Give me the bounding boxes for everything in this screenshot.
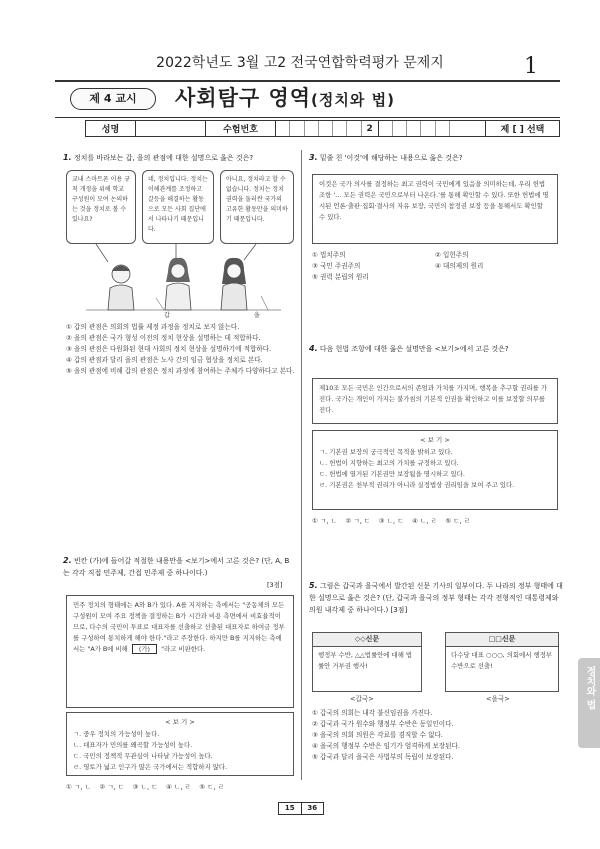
- q2-bogi-item: ㄱ. 중우 정치의 가능성이 높다.: [73, 730, 160, 738]
- q2-bogi-title: < 보 기 >: [165, 718, 195, 726]
- q2-points: [3점]: [267, 581, 283, 589]
- q2-stem-text: 빈칸 (가)에 들어갈 적절한 내용만을 <보기>에서 고른 것은? (단, A, B는 각각 직접 민주제, 간접 민주제 중 하나이다.): [63, 557, 290, 577]
- q3-number: 3.: [309, 153, 318, 162]
- q3-option[interactable]: ② 입헌주의: [435, 251, 469, 259]
- column-divider: [301, 150, 302, 780]
- q4-bogi-item: ㄴ. 헌법이 지향하는 최고의 가치를 규정하고 있다.: [319, 459, 459, 467]
- digit-box[interactable]: [347, 121, 361, 136]
- q4-stem: [309, 343, 559, 355]
- subject-rule: [55, 117, 560, 118]
- q3-stem: [309, 152, 559, 164]
- q2-answers[interactable]: ① ㄱ, ㄴ ② ㄱ, ㄷ ③ ㄴ, ㄷ ④ ㄴ, ㄹ ⑤ ㄷ, ㄹ: [66, 783, 225, 791]
- q5-paper1-name: ◇◇신문: [313, 633, 421, 647]
- digit-box[interactable]: [407, 121, 421, 136]
- q1-option[interactable]: ③ 을의 관점은 다원화된 현대 사회의 정치 현상을 설명하기에 적합하다.: [66, 345, 272, 353]
- page-number: 1: [524, 54, 538, 79]
- q2-bogi-item: ㄹ. 영토가 넓고 인구가 많은 국가에서는 적합하지 않다.: [73, 763, 228, 771]
- q5-option[interactable]: ⑤ 갑국과 달리 을국은 사법부의 독립이 보장된다.: [312, 753, 454, 761]
- q5-newspaper-eul: [445, 632, 559, 692]
- digit-box[interactable]: [421, 121, 435, 136]
- digit-box[interactable]: [379, 121, 393, 136]
- digit-box[interactable]: [276, 121, 290, 136]
- q4-bogi-item: ㄱ. 기본권 보장의 궁극적인 목적을 밝히고 있다.: [319, 448, 453, 456]
- digit-box[interactable]: [319, 121, 333, 136]
- q5-points: [3점]: [390, 606, 408, 614]
- candidate-info-row: [85, 120, 560, 137]
- session-badge: 제 4 교시: [70, 88, 156, 110]
- q1-stem: [63, 152, 293, 164]
- q1-options: [66, 322, 296, 377]
- name-field[interactable]: [136, 121, 206, 136]
- page-current: 15: [279, 803, 302, 814]
- q1-bubble-eul: 아니요, 정치라고 할 수 없습니다. 정치는 정치권력을 둘러싼 국가의 고유한 활동만을 의미하기 때문입니다.: [220, 170, 294, 244]
- q5-newspaper-gap: [312, 632, 422, 692]
- q5-label-gap: <갑국>: [350, 695, 374, 703]
- q5-options: [312, 708, 562, 763]
- subject-sub: (정치와 법): [311, 91, 395, 109]
- q3-stem-text: 밑줄 친 '이것'에 해당하는 내용으로 옳은 것은?: [319, 154, 463, 162]
- q5-option[interactable]: ④ 을국의 행정부 수반은 임기가 엄격하게 보장된다.: [312, 742, 460, 750]
- q3-option[interactable]: ④ 대의제의 원리: [435, 262, 484, 270]
- q2-blank: (가): [132, 644, 157, 654]
- q5-stem-text: 그림은 갑국과 을국에서 발간된 신문 기사의 일부이다. 두 나라의 정부 형태에 대한 설명으로 옳은 것은? (단, 갑국과 을국의 정부 형태는 각각 전형적인 대통령제와 의원 내각제 중 하나이다.): [309, 582, 563, 614]
- q3-option[interactable]: ① 법치주의: [312, 251, 346, 259]
- q2-number: 2.: [63, 556, 72, 565]
- q4-article: 제10조 모든 국민은 인간으로서의 존엄과 가치를 가지며, 행복을 추구할 권리를 가진다. 국가는 개인이 가지는 불가침의 기본적 인권을 확인하고 이를 보장할 의무를 진다.: [312, 378, 558, 424]
- digit-box[interactable]: [333, 121, 347, 136]
- page-counter: [278, 802, 324, 815]
- q2-passage-text: 민주 정치의 형태에는 A와 B가 있다. A를 지지하는 측에서는 "공동체의 모든 구성원이 모여 주요 정책을 결정하는 B가 시간과 비용 측면에서 비효율적이므로, 다수의 국민이 투표로 대표자를 선출하고 선출된 대표자로 하여금 정부를 구성하여 통치하게 해야 한다."라고 주장한다. 하지만 B를 지지하는 측에서는 "A가 B에 비해: [73, 601, 285, 653]
- q1-option[interactable]: ⑤ 을의 관점에 비해 갑의 관점은 정치 과정에 참여하는 주체가 다양하다고 본다.: [66, 367, 295, 375]
- digit-box[interactable]: [436, 121, 450, 136]
- digit-box[interactable]: [393, 121, 407, 136]
- exam-number-boxes[interactable]: [276, 121, 486, 136]
- q5-option[interactable]: ③ 을국의 의회 의원은 각료를 겸직할 수 없다.: [312, 731, 443, 739]
- q4-number: 4.: [309, 344, 318, 353]
- exam-number-fixed-digit: 2: [362, 121, 379, 136]
- exam-title: 2022학년도 3월 고2 전국연합학력평가 문제지: [156, 55, 444, 71]
- q3-passage: 이것은 국가 의사를 결정하는 최고 권력이 국민에게 있음을 의미하는데, 우리 헌법 조항 '… 모든 권력은 국민으로부터 나온다.'를 통해 확인할 수 있다. 또한 헌법에 명시된 언론·출판·집회·결사의 자유 보장, 국민의 참정권 보장 등을 통해서도 확인할 수 있다.: [312, 174, 558, 244]
- name-label: 성명: [86, 121, 136, 136]
- q1-number: 1.: [63, 153, 72, 162]
- q5-number: 5.: [309, 581, 318, 590]
- q5-paper1-body: 행정부 수반, △△법률안에 대해 법률안 거부권 행사!: [318, 651, 413, 670]
- subject-main: 사회탐구 영역: [175, 86, 312, 110]
- q4-bogi-title: < 보 기 >: [420, 436, 450, 444]
- q1-label-gap: 갑: [164, 312, 170, 319]
- q2-passage-end: "라고 비판한다.: [161, 645, 206, 653]
- q1-bubble-gap: 네, 정치입니다. 정치는 이해관계를 조정하고 갈등을 해결하는 활동으로 모든 사회 집단에서 나타나기 때문입니다.: [142, 170, 214, 244]
- q1-option[interactable]: ④ 갑의 관점과 달리 을의 관점은 노사 간의 임금 협상을 정치로 본다.: [66, 356, 263, 364]
- subject-side-tab: [578, 658, 600, 748]
- q1-stem-text: 정치를 바라보는 갑, 을의 관점에 대한 설명으로 옳은 것은?: [73, 154, 254, 162]
- q2-stem: [63, 555, 295, 579]
- q5-paper2-name: □□신문: [446, 633, 558, 647]
- q3-options: [312, 250, 558, 283]
- q4-bogi-item: ㄹ. 기본권은 천부적 권리가 아니라 실정법상 권리임을 보여 주고 있다.: [319, 481, 515, 489]
- digit-box[interactable]: [305, 121, 319, 136]
- q2-bogi: [66, 712, 294, 776]
- q4-bogi: [312, 430, 558, 510]
- q5-stem: [309, 580, 567, 616]
- q5-label-eul: <을국>: [486, 695, 510, 703]
- exam-number-label: 수험번호: [206, 121, 276, 136]
- q5-paper2-body: 다수당 대표 ○○○, 의회에서 행정부 수반으로 선출!: [451, 651, 552, 670]
- q4-answers[interactable]: ① ㄱ, ㄴ ② ㄱ, ㄷ ③ ㄴ, ㄷ ④ ㄴ, ㄹ ⑤ ㄷ, ㄹ: [312, 517, 471, 525]
- subject-title: [175, 82, 395, 112]
- q5-option[interactable]: ② 갑국과 국가 원수와 행정부 수반은 동일인이다.: [312, 720, 454, 728]
- digit-box[interactable]: [450, 121, 485, 136]
- q5-option[interactable]: ① 갑국의 의회는 내각 불신임권을 가진다.: [312, 709, 433, 717]
- page-total: 36: [307, 804, 318, 812]
- q1-option[interactable]: ② 을의 관점은 국가 형성 이전의 정치 현상을 설명하는 데 적합하다.: [66, 334, 261, 342]
- q4-bogi-item: ㄷ. 헌법에 열거된 기본권만 보장됨을 명시하고 있다.: [319, 470, 465, 478]
- q2-passage: [66, 595, 294, 708]
- q1-bubble-question: 교내 스마트폰 이용 규칙 개정을 위해 학교 구성원이 모여 논의하는 것을 정치로 볼 수 있나요?: [66, 170, 136, 244]
- q2-bogi-item: ㄴ. 대표자가 민의를 왜곡할 가능성이 높다.: [73, 741, 193, 749]
- q1-label-eul: 을: [254, 312, 260, 319]
- q2-bogi-item: ㄷ. 국민의 정책적 무관심이 나타날 가능성이 높다.: [73, 752, 213, 760]
- q1-figure: [66, 170, 294, 318]
- q4-stem-text: 다음 헌법 조항에 대한 옳은 설명만을 <보기>에서 고른 것은?: [319, 345, 509, 353]
- side-tab-label: 정치와 법: [584, 666, 595, 710]
- q1-students-illustration: [66, 244, 294, 318]
- q3-option[interactable]: ⑤ 권력 분립의 원리: [312, 273, 369, 281]
- selection-label: 제 [ ] 선택: [500, 125, 545, 135]
- q1-option[interactable]: ① 갑의 관점은 의회의 법률 제정 과정을 정치로 보지 않는다.: [66, 323, 240, 331]
- q3-option[interactable]: ③ 국민 주권주의: [312, 262, 361, 270]
- digit-box[interactable]: [290, 121, 304, 136]
